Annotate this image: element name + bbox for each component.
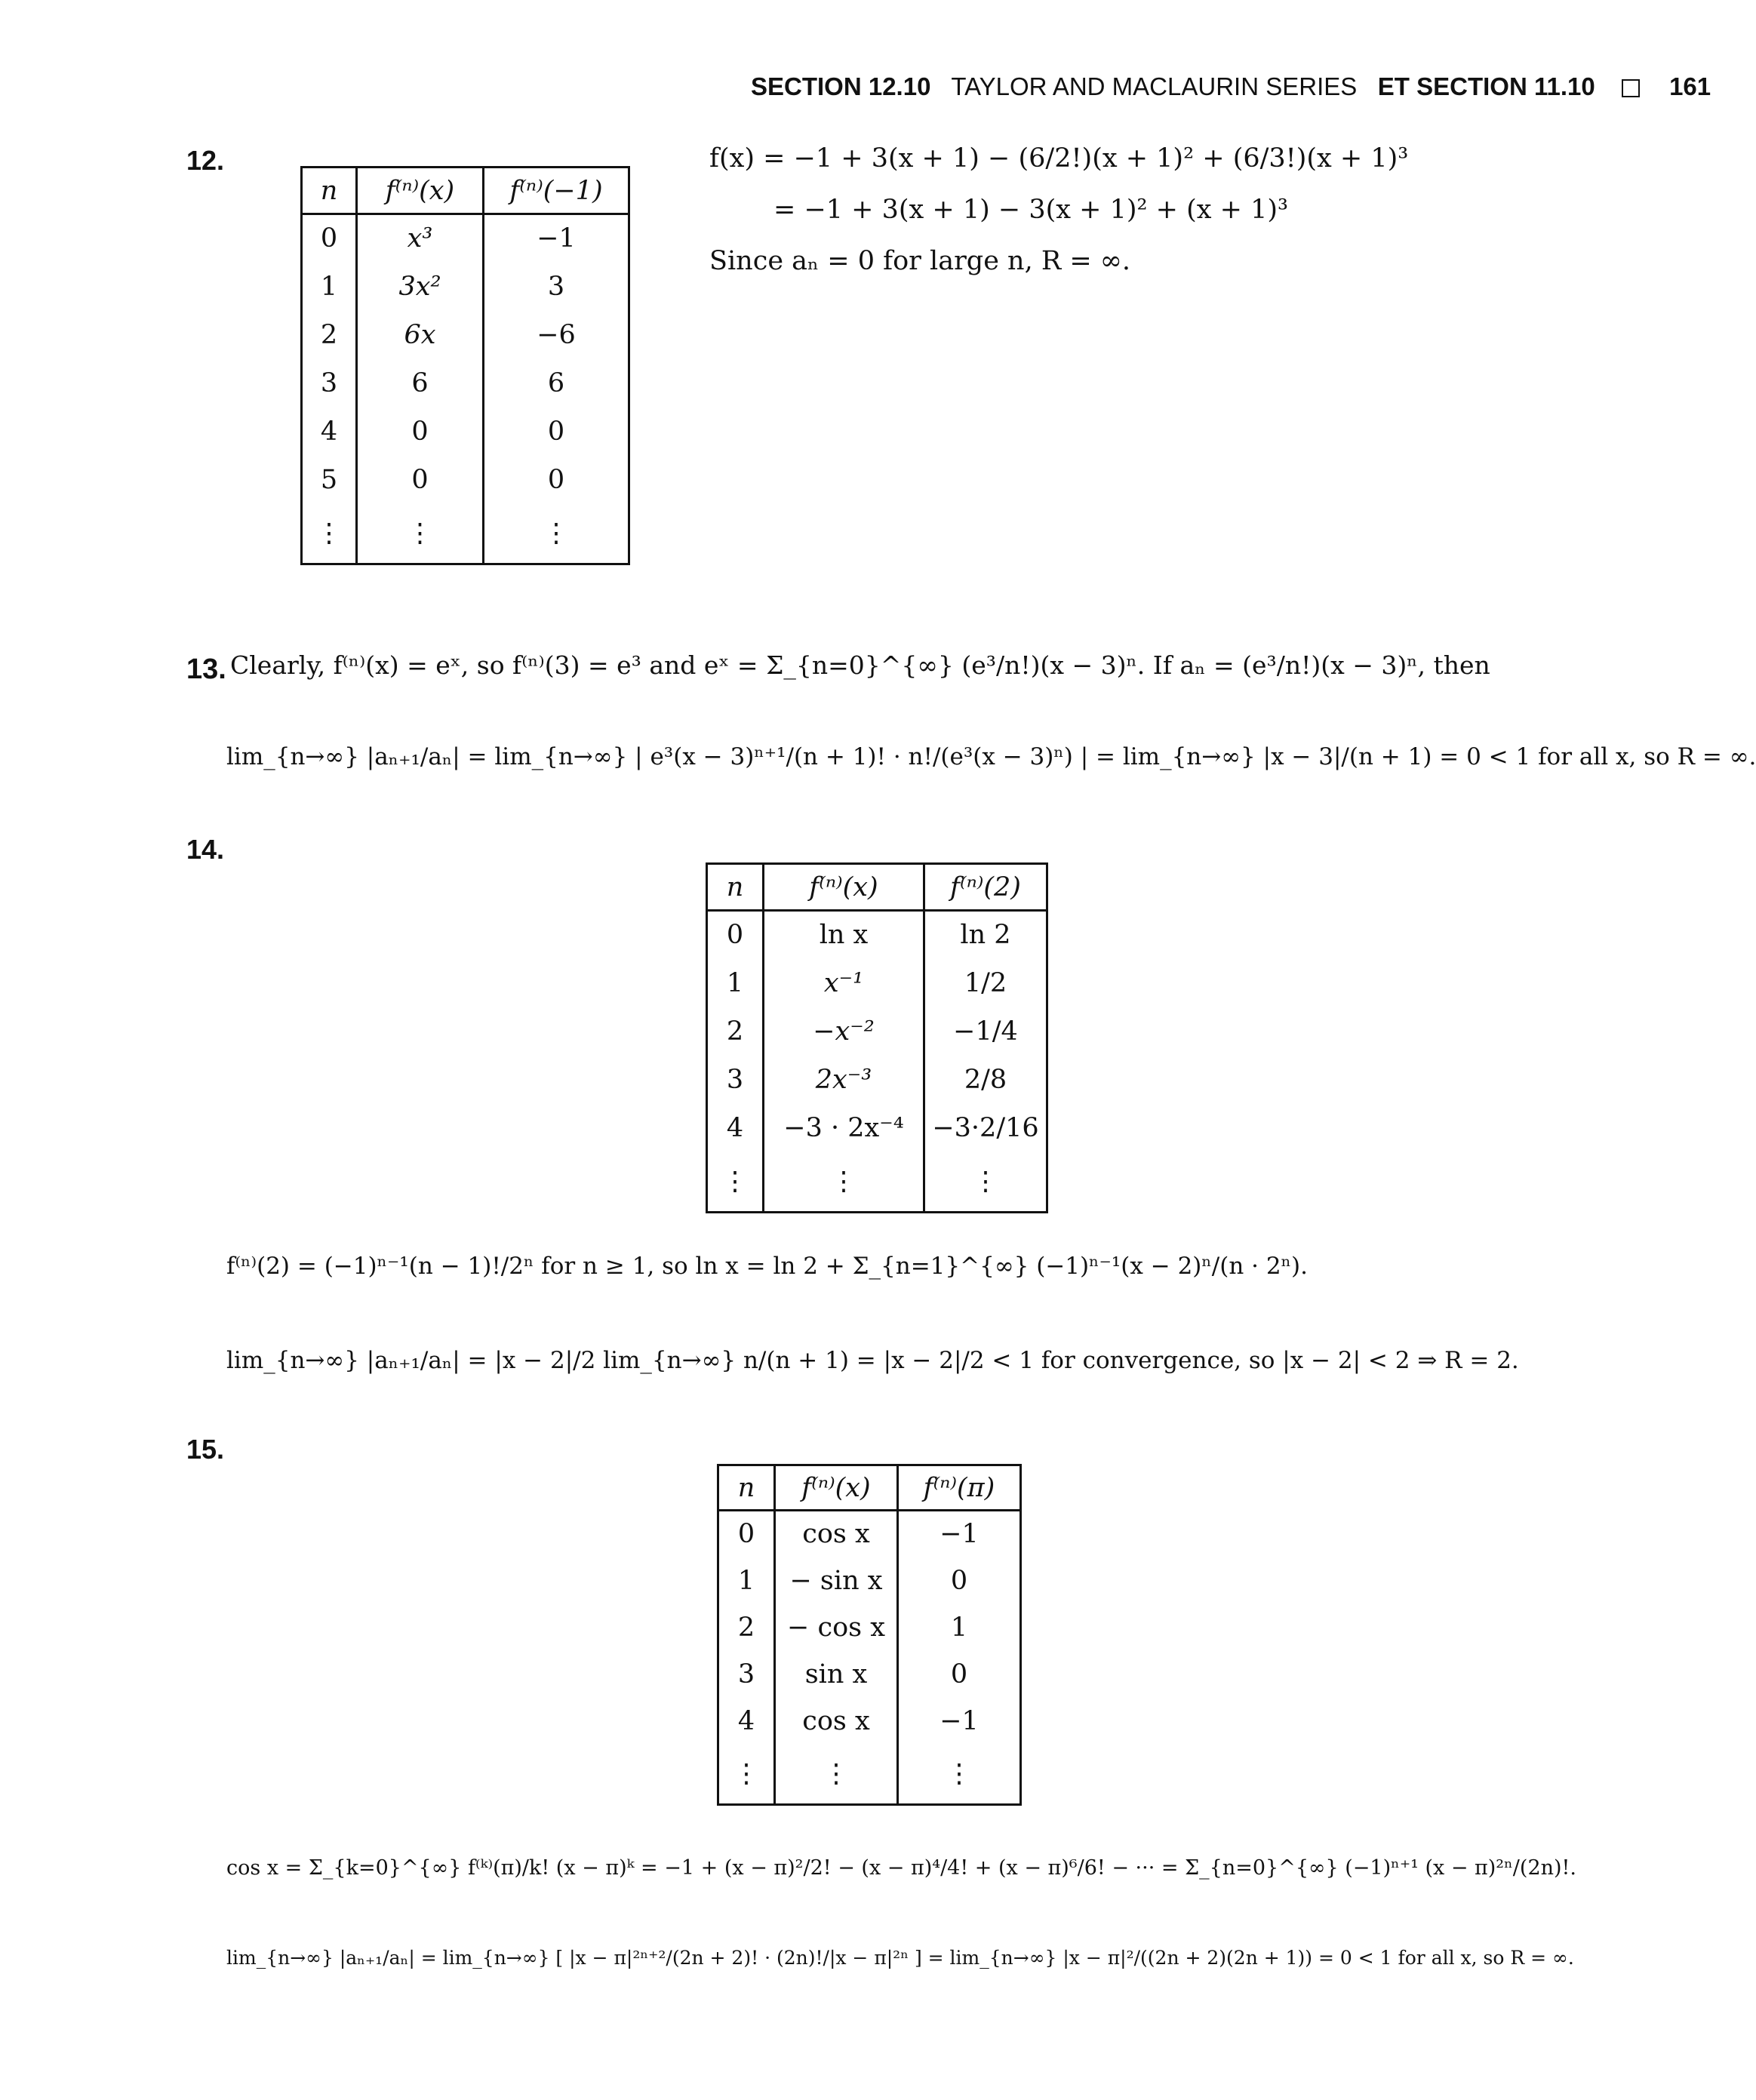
p12-cell: −6 (484, 311, 629, 359)
p12-cell: 2 (302, 311, 357, 359)
problem-15-number: 15. (186, 1434, 225, 1465)
p15-cell: 0 (718, 1511, 775, 1557)
p14-cell: 4 (707, 1104, 764, 1152)
p12-cell: 0 (302, 214, 357, 263)
p14-cell: 1 (707, 959, 764, 1007)
p12-cell: 0 (357, 456, 484, 504)
p12-header-fval: f⁽ⁿ⁾(−1) (484, 168, 629, 214)
p12-cell: ⋮ (357, 504, 484, 564)
p14-cell: x⁻¹ (764, 959, 924, 1007)
p12-header-n: n (302, 168, 357, 214)
p15-header-fval: f⁽ⁿ⁾(π) (898, 1465, 1021, 1511)
p15-cell: 1 (898, 1604, 1021, 1651)
p12-cell: 3 (302, 359, 357, 407)
p12-header-fx: f⁽ⁿ⁾(x) (357, 168, 484, 214)
p15-line1: cos x = Σ_{k=0}^{∞} f⁽ᵏ⁾(π)/k! (x − π)ᵏ = −1 + (x − π)²/2! − (x − π)⁴/4! + (x − π)⁶/6! − ··· = Σ_{n=0}^{∞} (−1)ⁿ⁺¹ (x − π)²ⁿ/(2n)!. (226, 1856, 1576, 1880)
p14-cell: ⋮ (924, 1152, 1047, 1213)
p14-cell: ln x (764, 911, 924, 959)
p12-cell: 0 (357, 407, 484, 456)
p14-cell: 1/2 (924, 959, 1047, 1007)
p15-cell: −1 (898, 1511, 1021, 1557)
p15-cell: ⋮ (718, 1745, 775, 1805)
problem-14-number: 14. (186, 834, 225, 865)
p15-cell: − cos x (775, 1604, 898, 1651)
p13-line2: lim_{n→∞} |aₙ₊₁/aₙ| = lim_{n→∞} | e³(x − 3)ⁿ⁺¹/(n + 1)! · n!/(e³(x − 3)ⁿ) | = lim_{n→∞} |x − 3|/(n + 1) = 0 < 1 for all x, so R = ∞. (226, 743, 1756, 770)
p12-cell: 4 (302, 407, 357, 456)
header-et-section: ET SECTION 11.10 (1377, 72, 1595, 100)
p15-cell: cos x (775, 1511, 898, 1557)
p15-cell: ⋮ (898, 1745, 1021, 1805)
p14-line2: lim_{n→∞} |aₙ₊₁/aₙ| = |x − 2|/2 lim_{n→∞} n/(n + 1) = |x − 2|/2 < 1 for convergence, so |x − 2| < 2 ⇒ R = 2. (226, 1347, 1519, 1374)
p12-cell: 1 (302, 263, 357, 311)
p12-line1: f(x) = −1 + 3(x + 1) − (6/2!)(x + 1)² + (6/3!)(x + 1)³ (709, 143, 1409, 174)
running-header (751, 72, 1711, 101)
p12-cell: ⋮ (484, 504, 629, 564)
p15-table (717, 1464, 1022, 1806)
p15-line2: lim_{n→∞} |aₙ₊₁/aₙ| = lim_{n→∞} [ |x − π|²ⁿ⁺²/(2n + 2)! · (2n)!/|x − π|²ⁿ ] = lim_{n→∞} |x − π|²/((2n + 2)(2n + 1)) = 0 < 1 for all x, so R = ∞. (226, 1947, 1574, 1969)
p12-cell: ⋮ (302, 504, 357, 564)
p12-table (300, 166, 630, 565)
p15-cell: cos x (775, 1698, 898, 1745)
p14-table (706, 862, 1048, 1213)
problem-13-number: 13. (186, 653, 226, 685)
header-section: SECTION 12.10 (751, 72, 931, 100)
p15-cell: 2 (718, 1604, 775, 1651)
p12-cell: 6x (357, 311, 484, 359)
p15-cell: − sin x (775, 1557, 898, 1604)
p12-cell: 0 (484, 407, 629, 456)
p15-header-n: n (718, 1465, 775, 1511)
p15-cell: 4 (718, 1698, 775, 1745)
p14-cell: 2/8 (924, 1056, 1047, 1104)
p12-cell: x³ (357, 214, 484, 263)
p14-header-fval: f⁽ⁿ⁾(2) (924, 864, 1047, 911)
p14-cell: −3 · 2x⁻⁴ (764, 1104, 924, 1152)
p14-cell: ⋮ (764, 1152, 924, 1213)
p14-cell: −3·2/16 (924, 1104, 1047, 1152)
p12-cell: 6 (357, 359, 484, 407)
p15-header-fx: f⁽ⁿ⁾(x) (775, 1465, 898, 1511)
p14-cell: 0 (707, 911, 764, 959)
p15-cell: −1 (898, 1698, 1021, 1745)
p14-cell: −1/4 (924, 1007, 1047, 1056)
p14-cell: −x⁻² (764, 1007, 924, 1056)
problem-12-number: 12. (186, 145, 225, 176)
p14-cell: ln 2 (924, 911, 1047, 959)
p14-line1: f⁽ⁿ⁾(2) = (−1)ⁿ⁻¹(n − 1)!/2ⁿ for n ≥ 1, so ln x = ln 2 + Σ_{n=1}^{∞} (−1)ⁿ⁻¹(x − 2)ⁿ/(n · 2ⁿ). (226, 1253, 1308, 1280)
p14-cell: 2 (707, 1007, 764, 1056)
p14-cell: ⋮ (707, 1152, 764, 1213)
p12-cell: 6 (484, 359, 629, 407)
p15-cell: sin x (775, 1651, 898, 1698)
p12-cell: 3 (484, 263, 629, 311)
p15-cell: 3 (718, 1651, 775, 1698)
page-number: 161 (1669, 72, 1711, 100)
p12-cell: 3x² (357, 263, 484, 311)
p14-header-fx: f⁽ⁿ⁾(x) (764, 864, 924, 911)
p12-cell: 5 (302, 456, 357, 504)
square-icon (1622, 79, 1640, 97)
p15-cell: 1 (718, 1557, 775, 1604)
p14-cell: 2x⁻³ (764, 1056, 924, 1104)
p15-cell: ⋮ (775, 1745, 898, 1805)
p12-cell: 0 (484, 456, 629, 504)
p14-header-n: n (707, 864, 764, 911)
header-title: TAYLOR AND MACLAURIN SERIES (951, 72, 1358, 100)
p12-cell: −1 (484, 214, 629, 263)
p15-cell: 0 (898, 1557, 1021, 1604)
p12-line2: = −1 + 3(x + 1) − 3(x + 1)² + (x + 1)³ (773, 195, 1289, 225)
p12-line3: Since aₙ = 0 for large n, R = ∞. (709, 246, 1131, 276)
p14-cell: 3 (707, 1056, 764, 1104)
p15-cell: 0 (898, 1651, 1021, 1698)
p13-line1: Clearly, f⁽ⁿ⁾(x) = eˣ, so f⁽ⁿ⁾(3) = e³ and eˣ = Σ_{n=0}^{∞} (e³/n!)(x − 3)ⁿ. If aₙ = (e³/n!)(x − 3)ⁿ, then (230, 650, 1490, 680)
